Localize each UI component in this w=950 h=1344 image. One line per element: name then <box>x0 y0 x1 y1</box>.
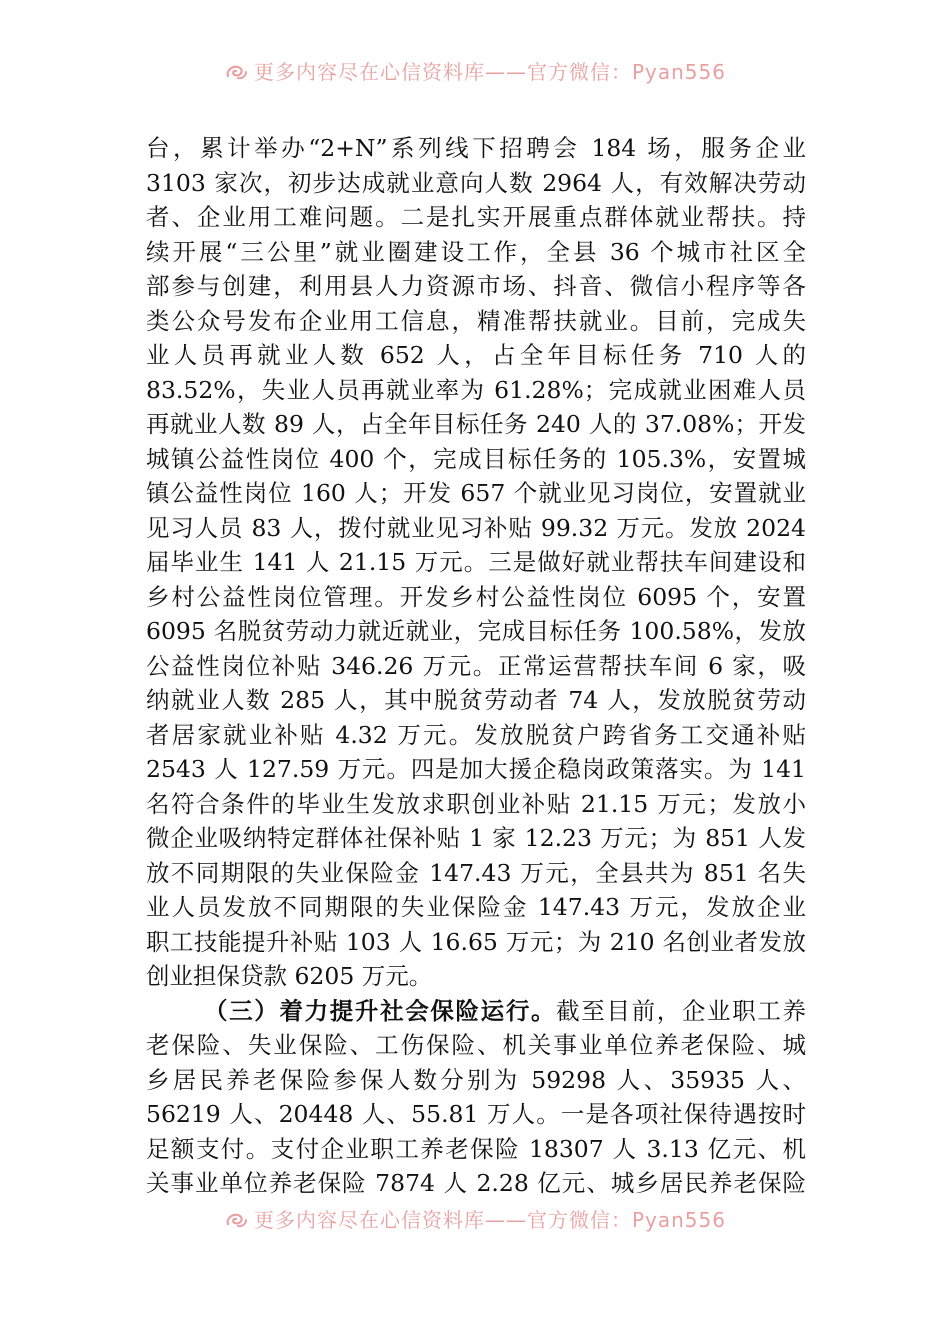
text-line: 台，累计举办“2+N”系列线下招聘会 184 场，服务企业 <box>146 134 806 162</box>
text-line: 业人员发放不同期限的失业保险金 147.43 万元，发放企业 <box>146 893 806 921</box>
text-line: 职工技能提升补贴 103 人 16.65 万元；为 210 名创业者发放 <box>146 927 806 956</box>
text-line: 类公众号发布企业用工信息，精准帮扶就业。目前，完成失 <box>146 306 806 335</box>
watermark-bottom-text: 更多内容尽在心信资料库——官方微信：Pyan556 <box>253 1208 726 1232</box>
watermark-top <box>0 56 950 85</box>
text-line: 放不同期限的失业保险金 147.43 万元，全县共为 851 名失 <box>146 858 806 887</box>
section-heading: （三）着力提升社会保险运行。 <box>204 996 557 1025</box>
spiral-logo-icon <box>224 1210 248 1230</box>
text-line: 3103 家次，初步达成就业意向人数 2964 人，有效解决劳动 <box>146 168 806 197</box>
text-line: 者、企业用工难问题。二是扎实开展重点群体就业帮扶。持 <box>146 203 806 231</box>
text-line: 创业担保贷款 6205 万元。 <box>146 962 433 990</box>
text-line: 2543 人 127.59 万元。四是加大援企稳岗政策落实。为 141 <box>146 755 806 783</box>
text-line: 者居家就业补贴 4.32 万元。发放脱贫户跨省务工交通补贴 <box>146 720 806 749</box>
paragraph-employment <box>146 131 806 994</box>
text-line: 续开展“三公里”就业圈建设工作，全县 36 个城市社区全 <box>146 237 806 266</box>
text-line: 56219 人、20448 人、55.81 万人。一是各项社保待遇按时 <box>146 1100 806 1128</box>
spiral-logo-icon <box>224 62 248 82</box>
document-body <box>146 131 806 1201</box>
text-line: 城镇公益性岗位 400 个，完成目标任务的 105.3%，安置城 <box>146 444 806 473</box>
watermark-top-text: 更多内容尽在心信资料库——官方微信：Pyan556 <box>253 60 726 84</box>
text-line: 微企业吸纳特定群体社保补贴 1 家 12.23 万元；为 851 人发 <box>146 824 806 852</box>
paragraph-social-insurance <box>146 994 806 1201</box>
text-line: 乡村公益性岗位管理。开发乡村公益性岗位 6095 个，安置 <box>146 582 806 611</box>
text-line: 业人员再就业人数 652 人，占全年目标任务 710 人的 <box>146 341 806 369</box>
section-first-line <box>146 994 806 1029</box>
section-first-line-text: 截至目前，企业职工养 <box>556 996 807 1025</box>
text-line: 再就业人数 89 人，占全年目标任务 240 人的 37.08%；开发 <box>146 410 806 438</box>
text-line: 公益性岗位补贴 346.26 万元。正常运营帮扶车间 6 家，吸 <box>146 651 806 680</box>
text-line: 见习人员 83 人，拨付就业见习补贴 99.32 万元。发放 2024 <box>146 513 806 542</box>
text-line: 届毕业生 141 人 21.15 万元。三是做好就业帮扶车间建设和 <box>146 548 806 576</box>
text-line: 老保险、失业保险、工伤保险、机关事业单位养老保险、城 <box>146 1031 806 1059</box>
text-line: 纳就业人数 285 人，其中脱贫劳动者 74 人，发放脱贫劳动 <box>146 686 806 714</box>
text-line: 部参与创建，利用县人力资源市场、抖音、微信小程序等各 <box>146 272 806 300</box>
text-line: 83.52%，失业人员再就业率为 61.28%；完成就业困难人员 <box>146 375 806 404</box>
text-line: 足额支付。支付企业职工养老保险 18307 人 3.13 亿元、机 <box>146 1134 806 1163</box>
text-line: 乡居民养老保险参保人数分别为 59298 人、35935 人、 <box>146 1065 806 1094</box>
text-line: 6095 名脱贫劳动力就近就业，完成目标任务 100.58%，发放 <box>146 617 806 645</box>
text-line: 镇公益性岗位 160 人；开发 657 个就业见习岗位，安置就业 <box>146 479 806 507</box>
text-line: 名符合条件的毕业生发放求职创业补贴 21.15 万元；发放小 <box>146 789 806 818</box>
text-line: 关事业单位养老保险 7874 人 2.28 亿元、城乡居民养老保险 <box>146 1169 806 1197</box>
watermark-bottom <box>0 1204 950 1233</box>
